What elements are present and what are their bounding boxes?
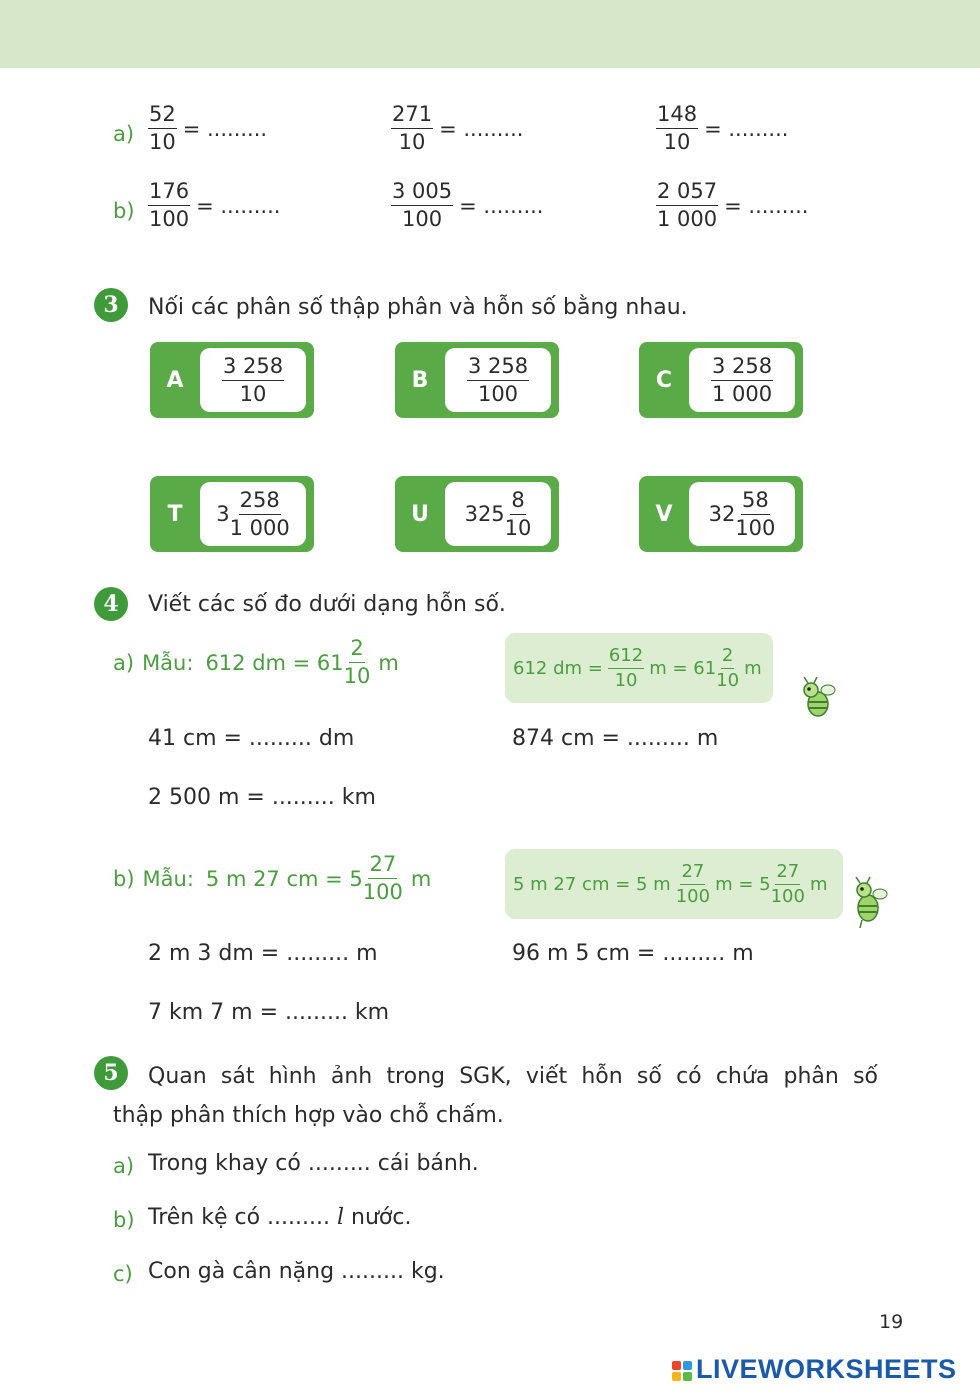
fraction-item-b2: $\frac{3 005}{100}$ = ......... <box>392 179 544 231</box>
question-4b-1[interactable]: 2 m 3 dm = ......... m <box>148 941 378 966</box>
exercise-3-title: Nối các phân số thập phân và hỗn số bằng nhau. <box>148 295 688 320</box>
hint-bubble-b: 5 m 27 cm = 5 m $\frac{27}{100}$ m = 5 $\frac{27}{100}$ m <box>505 849 843 919</box>
question-4a-3[interactable]: 2 500 m = ......... km <box>148 785 376 810</box>
card-letter: U <box>411 501 429 527</box>
answer-blank[interactable]: = ......... <box>182 116 268 141</box>
hint-bubble-a: 612 dm = $\frac{612}{10}$ m = 61 $\frac{2}{10}$ m <box>505 633 773 703</box>
match-card-b[interactable]: B $\frac{3 258}{100}$ <box>395 342 559 418</box>
example-b: b) Mẫu: 5 m 27 cm = 5 $\frac{27}{100}$ m <box>113 852 432 904</box>
row-b-label: b) <box>113 199 135 223</box>
card-letter: B <box>411 367 429 393</box>
question-4b-2[interactable]: 96 m 5 cm = ......... m <box>512 941 754 966</box>
exercise-5-badge: 5 <box>94 1056 128 1090</box>
exercise-5-line-1: Quan sát hình ảnh trong SGK, viết hỗn số có chứa phân số <box>148 1064 878 1089</box>
bee-mascot-icon <box>846 876 890 930</box>
exercise-3-badge: 3 <box>94 288 128 322</box>
fraction-item-a2: $\frac{271}{10}$ = ......... <box>392 102 524 154</box>
question-4b-3[interactable]: 7 km 7 m = ......... km <box>148 1000 390 1025</box>
fraction-item-a1: $\frac{52}{10}$ = ......... <box>149 102 268 154</box>
page-number: 19 <box>879 1311 904 1333</box>
question-4a-2[interactable]: 874 cm = ......... m <box>512 726 719 751</box>
exercise-5-line-2: thập phân thích hợp vào chỗ chấm. <box>113 1103 504 1128</box>
logo-mark-icon <box>672 1361 692 1381</box>
header-band <box>0 0 980 68</box>
answer-blank[interactable]: = ......... <box>724 193 809 218</box>
example-a: a) Mẫu: 612 dm = 61 $\frac{2}{10}$ m <box>113 636 399 688</box>
question-5a[interactable]: Trong khay có ......... cái bánh. <box>148 1151 479 1176</box>
item-a-label: a) <box>113 1154 135 1178</box>
fraction-item-b1: $\frac{176}{100}$ = ......... <box>149 179 281 231</box>
item-b-label: b) <box>113 1208 135 1232</box>
row-a-label: a) <box>113 122 135 146</box>
liveworksheets-logo[interactable]: LIVEWORKSHEETS <box>672 1354 957 1385</box>
match-card-c[interactable]: C $\frac{3 258}{1 000}$ <box>639 342 803 418</box>
question-5b[interactable]: Trên kệ có ......... l nước. <box>148 1205 412 1230</box>
answer-blank[interactable]: = ......... <box>196 193 281 218</box>
answer-blank[interactable]: = ......... <box>704 116 789 141</box>
exercise-4-title: Viết các số đo dưới dạng hỗn số. <box>148 592 506 617</box>
match-card-a[interactable]: A $\frac{3 258}{10}$ <box>150 342 314 418</box>
answer-blank[interactable]: = ......... <box>439 116 524 141</box>
match-card-v[interactable]: V 32 $\frac{58}{100}$ <box>639 476 803 552</box>
exercise-4-badge: 4 <box>94 587 128 621</box>
question-5c[interactable]: Con gà cân nặng ......... kg. <box>148 1259 445 1284</box>
fraction-item-a3: $\frac{148}{10}$ = ......... <box>657 102 789 154</box>
card-letter: A <box>166 367 184 393</box>
item-c-label: c) <box>113 1262 133 1286</box>
card-letter: C <box>655 367 673 393</box>
match-card-u[interactable]: U 325 $\frac{8}{10}$ <box>395 476 559 552</box>
card-letter: T <box>167 501 183 527</box>
match-card-t[interactable]: T 3 $\frac{258}{1 000}$ <box>150 476 314 552</box>
answer-blank[interactable]: = ......... <box>459 193 544 218</box>
question-4a-1[interactable]: 41 cm = ......... dm <box>148 726 355 751</box>
fraction-item-b3: $\frac{2 057}{1 000}$ = ......... <box>657 179 809 231</box>
bee-mascot-icon <box>796 676 840 722</box>
card-letter: V <box>655 501 673 527</box>
unit-liter: l <box>337 1205 345 1230</box>
